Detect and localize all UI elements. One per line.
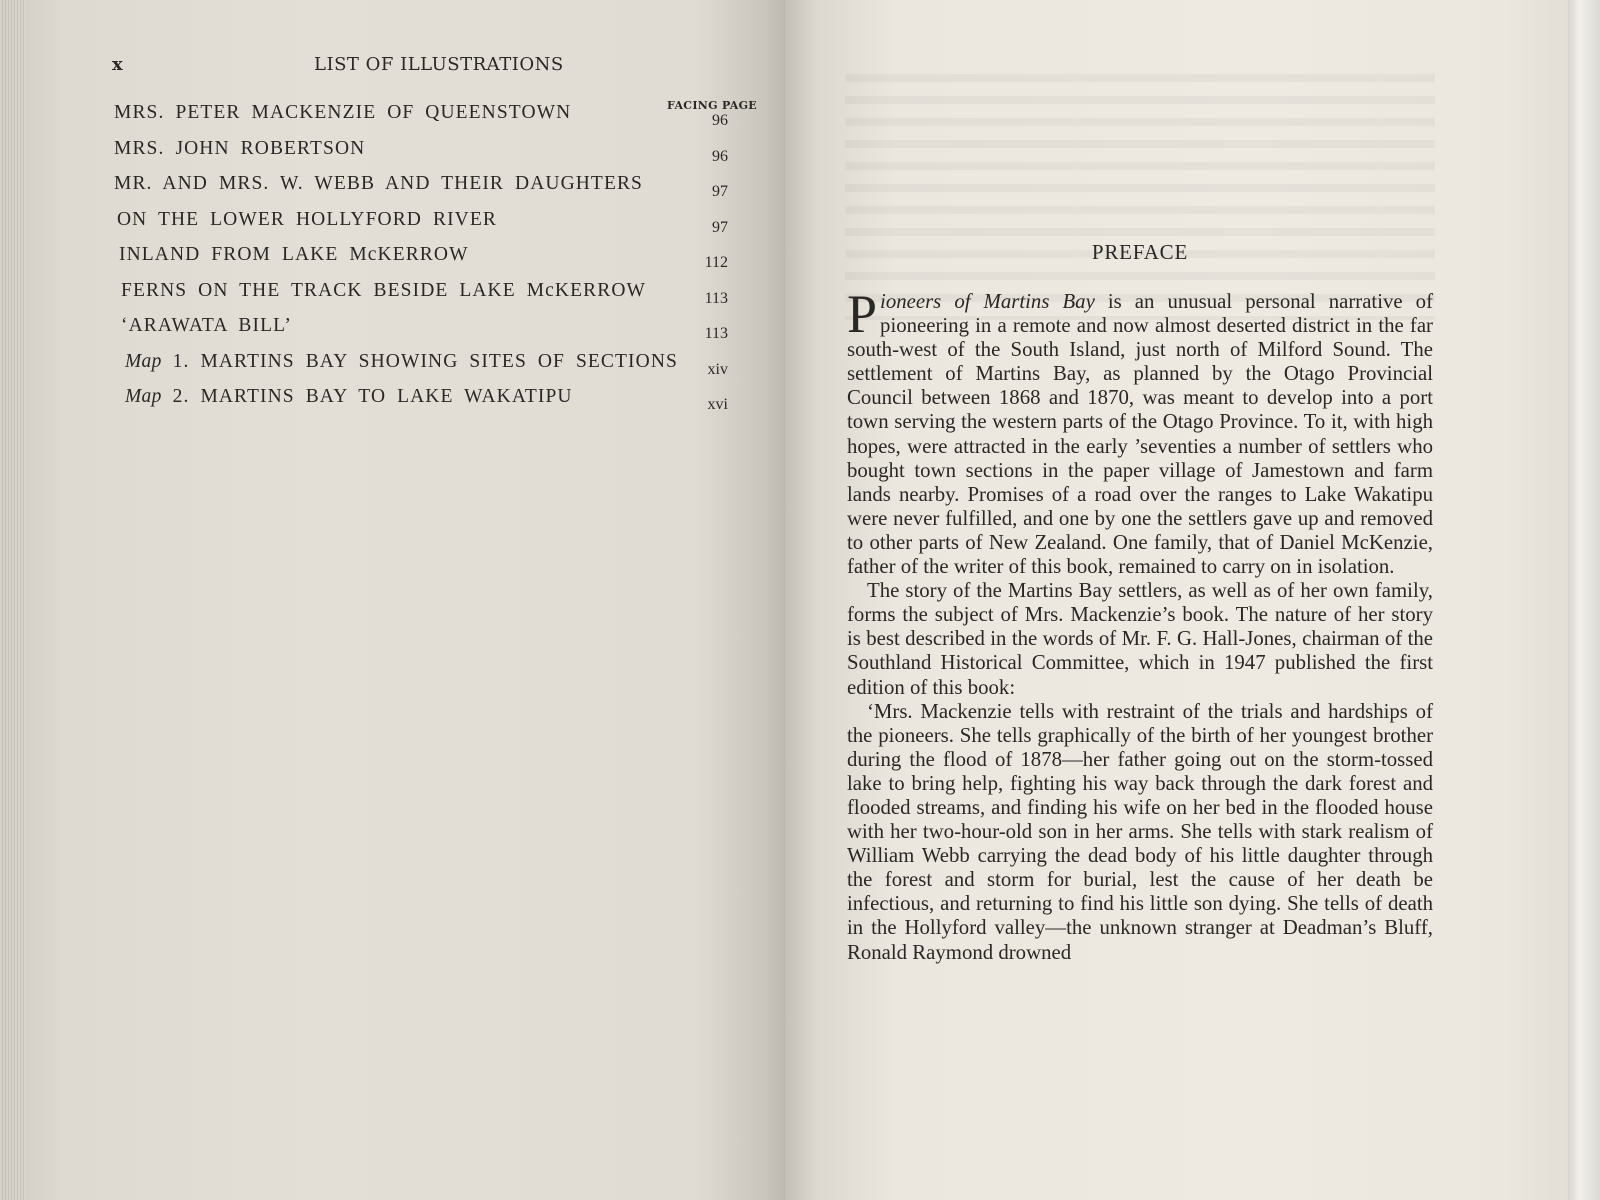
illustration-caption: Map 1. MARTINS BAY SHOWING SITES OF SECTIONS xyxy=(125,350,678,372)
list-item xyxy=(114,386,734,422)
illustration-page: 96 xyxy=(712,147,728,165)
illustration-caption: ON THE LOWER HOLLYFORD RIVER xyxy=(117,208,497,230)
drop-cap: P xyxy=(847,284,878,344)
list-item xyxy=(114,351,734,387)
running-head-title: LIST OF ILLUSTRATIONS xyxy=(314,54,564,75)
illustration-page: xvi xyxy=(707,396,728,413)
list-item xyxy=(114,280,734,316)
illustration-caption: MRS. PETER MACKENZIE OF QUEENSTOWN xyxy=(114,102,572,123)
illustration-page: 113 xyxy=(704,289,728,307)
left-page xyxy=(0,0,790,1200)
book-title-italic: ioneers of Martins Bay xyxy=(880,290,1095,313)
paragraph: ‘Mrs. Mackenzie tells with restraint of the trials and hardships of the pioneers. She tells graphically of the birth of her youngest brother during the flood of 1878—her father going out on the storm-tossed lake to bring help, fighting his way back through the dark forest and flooded streams, and finding his wife on her bed in the flooded house with her two-hour-old son in her arms. She tells with stark realism of William Webb carrying the dead body of his little daughter through the forest and storm for burial, lest the cause of her death be infectious, and returning to find his little son dying. She tells of death in the Hollyford valley—the unknown stranger at Deadman’s Bluff, Ronald Raymond drowned xyxy=(847,699,1433,964)
illustration-caption: MRS. JOHN ROBERTSON xyxy=(114,137,366,159)
list-item xyxy=(114,244,734,280)
illustration-page: 112 xyxy=(704,254,728,271)
illustration-caption: INLAND FROM LAKE McKERROW xyxy=(119,244,469,265)
paragraph: Pioneers of Martins Bay is an unusual personal narrative of pioneering in a remote and now almost deserted district in the far south-west of the South Island, just north of Milford Sound. The settlement of Martins Bay, as planned by the Otago Provincial Council between 1868 and 1870, was meant to develop into a port town serving the western parts of the Otago Province. To it, with high hopes, were attracted in the early ’seventies a number of settlers who bought town sections in the paper village of Jamestown and farm lands nearby. Promises of a road over the ranges to Lake Wakatipu were never fulfilled, and one by one the settlers gave up and removed to other parts of New Zealand. One family, that of Daniel McKenzie, father of the writer of this book, remained to carry on in isolation. xyxy=(847,284,1433,579)
illustration-page: xiv xyxy=(707,360,728,378)
page-folio: x xyxy=(112,54,124,75)
map-prefix: Map xyxy=(125,386,162,407)
illustration-page: 113 xyxy=(704,325,728,342)
map-prefix: Map xyxy=(125,350,162,372)
facing-page-label: FACING PAGE xyxy=(667,99,757,112)
list-item xyxy=(114,315,734,351)
page-edge xyxy=(1568,0,1600,1200)
illustration-page: 97 xyxy=(712,183,728,200)
illustration-page: 97 xyxy=(712,218,728,236)
illustration-caption: FERNS ON THE TRACK BESIDE LAKE McKERROW xyxy=(121,279,647,301)
illustrations-list xyxy=(114,102,734,422)
page-stack-edge xyxy=(0,0,26,1200)
page-title: PREFACE xyxy=(1091,240,1189,264)
illustration-page: 96 xyxy=(712,112,728,129)
list-item xyxy=(114,173,734,209)
illustration-caption: MR. AND MRS. W. WEBB AND THEIR DAUGHTERS xyxy=(114,173,644,194)
list-item xyxy=(114,102,734,138)
list-item xyxy=(114,138,734,174)
preface-text xyxy=(847,284,1433,965)
illustration-caption: Map 2. MARTINS BAY TO LAKE WAKATIPU xyxy=(125,386,573,407)
paragraph: The story of the Martins Bay settlers, as well as of her own family, forms the subject of Mrs. Mackenzie’s book. The nature of her story is best described in the words of Mr. F. G. Hall-Jones, chairman of the Southland Historical Committee, which in 1947 published the first edition of this book: xyxy=(847,579,1433,699)
list-item xyxy=(114,209,734,245)
illustration-caption: ‘ARAWATA BILL’ xyxy=(121,315,292,336)
